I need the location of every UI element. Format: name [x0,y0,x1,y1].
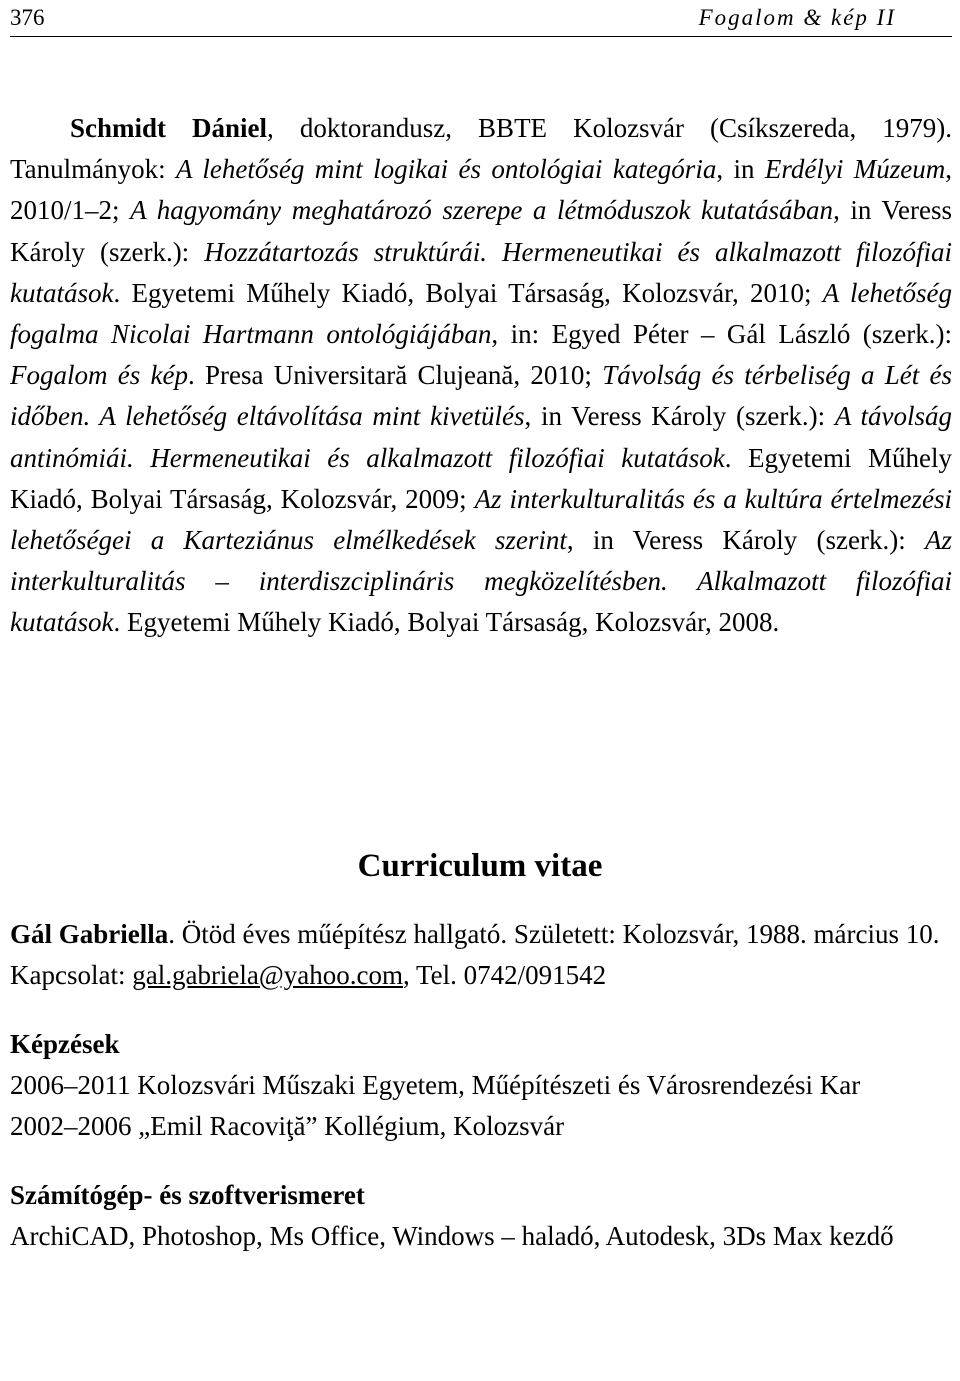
bio-text: , in Veress Károly (szerk.): [524,401,835,432]
cv-section [10,914,952,1257]
education-item: 2006–2011 Kolozsvári Műszaki Egyetem, Műépítészeti és Városrendezési Kar [10,1070,861,1100]
bio-title: Az interkulturalitás és a kultúra értelmezési lehetőségei a Karteziánus elmélkedések szerint [10,483,952,556]
skills-text: ArchiCAD, Photoshop, Ms Office, Windows – haladó, Autodesk, 3Ds Max kezdő [10,1221,894,1251]
cv-intro-text: . Ötöd éves műépítész hallgató. Született: Kolozsvár, 1988. március 10. [168,919,940,949]
bio-text: . Egyetemi Műhely Kiadó, Bolyai Társaság, Kolozsvár, 2009; [10,442,952,514]
bio-text: . Egyetemi Műhely Kiadó, Bolyai Társaság, Kolozsvár, 2010; [113,277,823,308]
education-heading: Képzések [10,1029,120,1059]
bio-text: . Presa Universitară Clujeană, 2010; [187,360,603,391]
bio-title: A távolság antinómiái. Hermeneutikai és alkalmazott filozófiai kutatások [10,401,953,473]
bio-text: , 2010/1–2; [10,154,952,226]
education-item: 2002–2006 „Emil Racoviţă” Kollégium, Kolozsvár [10,1111,565,1141]
cv-name: Gál Gabriella [10,919,169,949]
bio-text: , in [716,154,765,185]
bio-title: Fogalom és kép [10,360,188,391]
bio-text: , in Veress Károly (szerk.): [10,195,952,267]
cv-heading: Curriculum vitae [357,848,603,884]
bio-text: , doktorandusz, BBTE Kolozsvár (Csíkszereda, 1979). Tanulmányok: [10,113,952,185]
bio-title: A lehetőség mint logikai és ontológiai kategória [175,154,717,185]
bio-title: Az interkulturalitás – interdiszciplináris megközelítésben. Alkalmazott filozófiai kutatások [10,525,953,638]
contact-phone: , Tel. 0742/091542 [402,960,607,990]
author-name: Schmidt Dániel [70,113,268,143]
bio-title: Hozzátartozás struktúrái. Hermeneutikai és alkalmazott filozófiai kutatások [10,236,952,308]
bio-title: A lehetőség fogalma Nicolai Hartmann ontológiájában [10,277,952,350]
running-title: Fogalom & kép II [698,5,896,30]
contact-email-link[interactable]: gal.gabriela@yahoo.com [132,960,403,990]
bio-text: , in: Egyed Péter – Gál László (szerk.): [491,319,953,350]
bio-title: Erdélyi Múzeum [764,154,946,185]
author-bio [10,108,952,644]
page-number: 376 [10,5,45,30]
bio-title: A hagyomány meghatározó szerepe a létmóduszok kutatásában [130,195,834,226]
bio-text: . Egyetemi Műhely Kiadó, Bolyai Társaság, Kolozsvár, 2008. [113,607,780,638]
cv-contact [10,955,952,996]
skills-heading: Számítógép- és szoftverismeret [10,1180,365,1210]
bio-title: Távolság és térbeliség a Lét és időben. A lehetőség eltávolítása mint kivetülés [10,360,952,432]
page-header [10,0,952,37]
bio-text: , in Veress Károly (szerk.): [566,525,926,556]
contact-label: Kapcsolat: [10,960,133,990]
cv-intro [10,914,952,955]
